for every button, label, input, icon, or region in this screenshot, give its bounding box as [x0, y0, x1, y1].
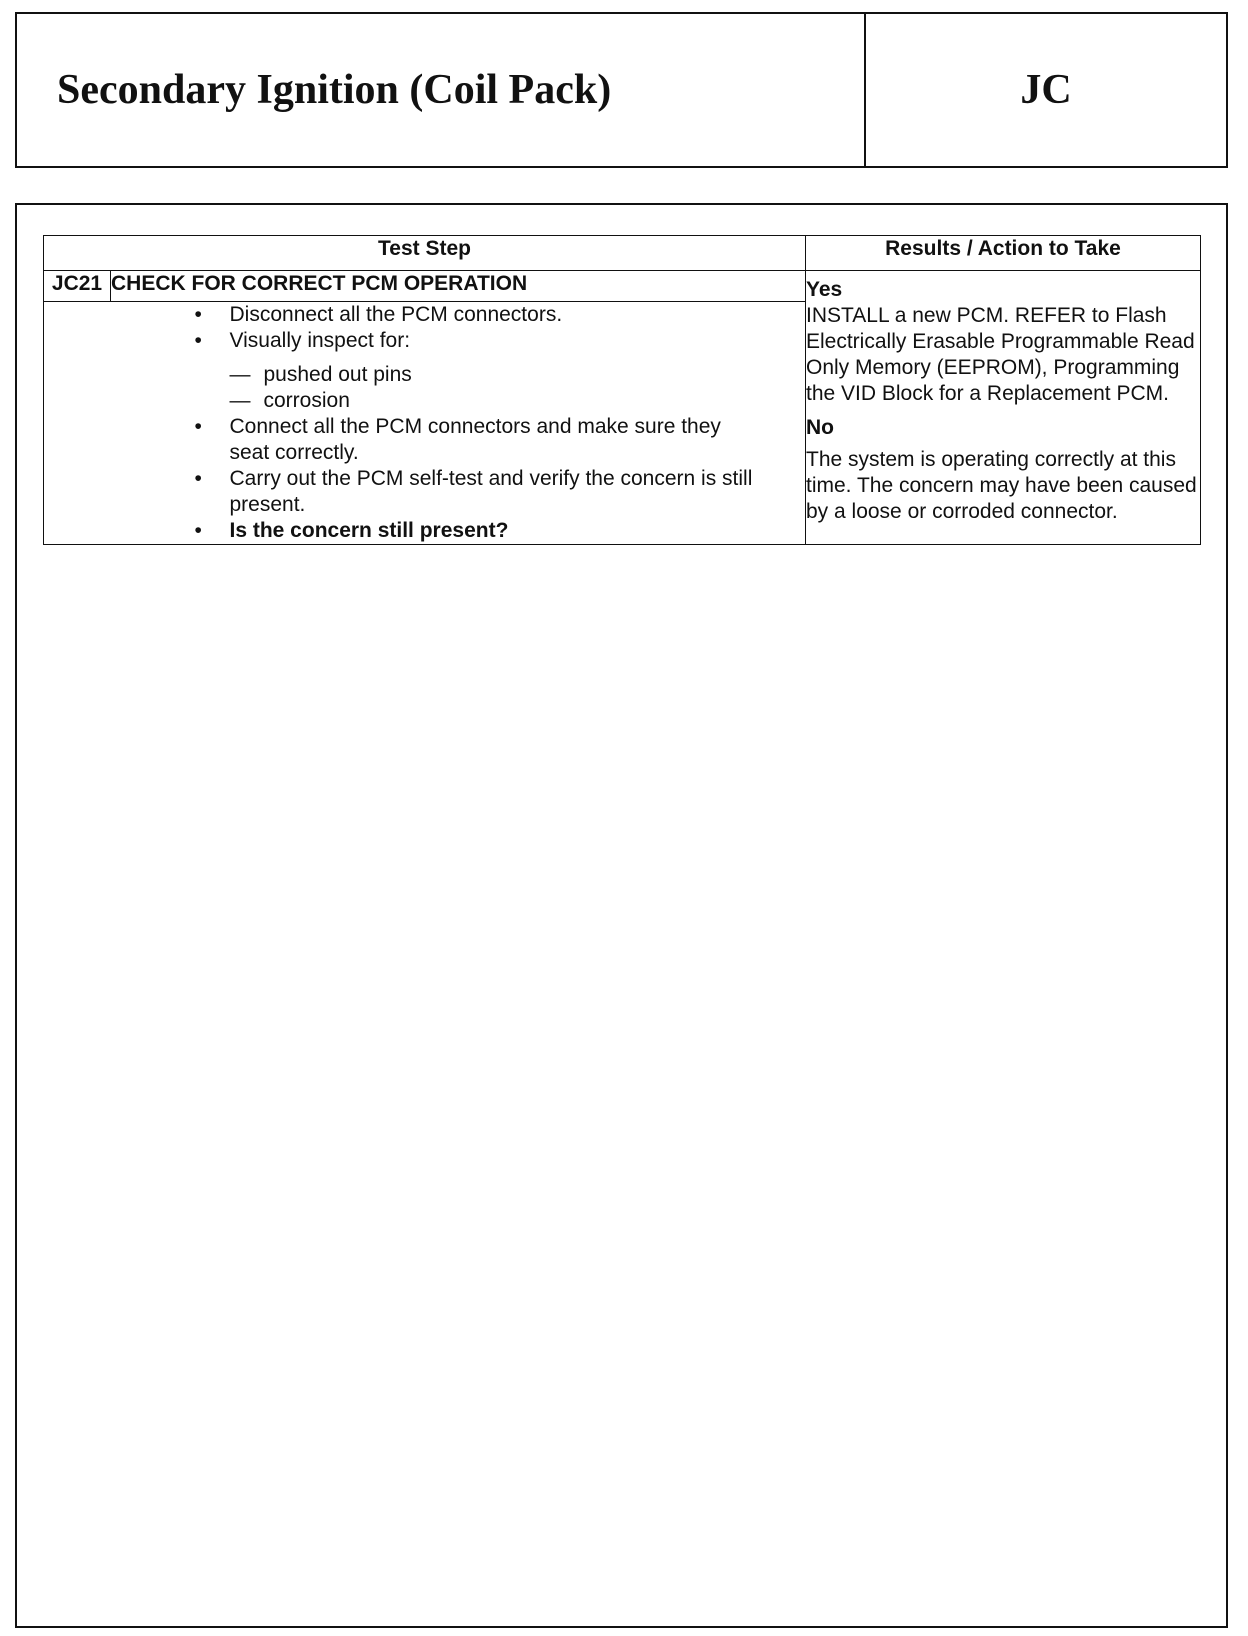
dash-icon: — [229, 363, 251, 386]
instruction-list [111, 302, 806, 544]
page-title: Secondary Ignition (Coil Pack) [17, 14, 866, 166]
page-header [15, 12, 1228, 168]
step-question: Is the concern still present? [229, 519, 509, 542]
list-item [111, 414, 806, 466]
results-cell [806, 271, 1201, 545]
section-code: JC [1020, 67, 1072, 113]
bullet-icon: • [194, 519, 202, 542]
no-label: No [806, 416, 834, 439]
instruction-text: Disconnect all the PCM connectors. [229, 303, 563, 326]
instruction-text: Carry out the PCM self-test and verify the concern is still present. [229, 467, 753, 516]
inspect-item: corrosion [263, 389, 350, 412]
yes-label: Yes [806, 278, 843, 301]
bullet-icon: • [194, 303, 202, 326]
list-item [111, 302, 806, 328]
list-item [230, 388, 766, 414]
bullet-icon: • [194, 467, 202, 490]
column-header-results: Results / Action to Take [806, 236, 1201, 271]
instructions-cell [111, 302, 806, 545]
dash-icon: — [229, 389, 251, 412]
step-title: CHECK FOR CORRECT PCM OPERATION [111, 271, 806, 302]
instruction-text: Connect all the PCM connectors and make sure they seat correctly. [229, 415, 721, 464]
instruction-text: Visually inspect for: [229, 329, 411, 352]
inspect-list [230, 362, 766, 414]
step-title-row [44, 271, 1201, 302]
yes-action: INSTALL a new PCM. REFER to Flash Electrically Erasable Programmable Read Only Memory (EEPROM), Programming the VID Block for a Replacement PCM. [806, 304, 1195, 405]
list-item [230, 362, 766, 388]
column-header-test-step: Test Step [44, 236, 806, 271]
step-id-spacer [44, 302, 111, 545]
bullet-icon: • [194, 329, 202, 352]
step-id: JC21 [44, 271, 111, 302]
list-item [111, 518, 806, 544]
inspect-item: pushed out pins [263, 363, 412, 386]
table-header-row [44, 236, 1201, 271]
list-item [111, 328, 806, 414]
list-item [111, 466, 806, 518]
bullet-icon: • [194, 415, 202, 438]
no-action: The system is operating correctly at this time. The concern may have been caused by a loose or corroded connector. [806, 448, 1197, 523]
test-step-table [43, 235, 1201, 545]
content-frame [15, 203, 1228, 1628]
